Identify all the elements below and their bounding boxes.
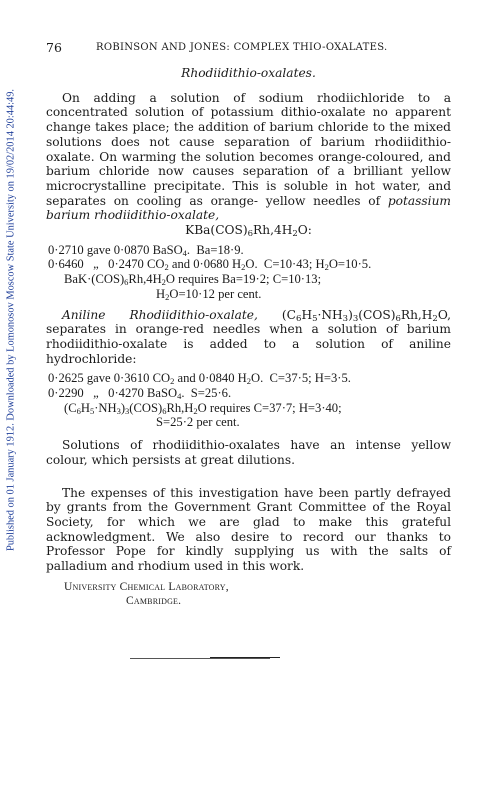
analysis-line-3: 0·2625 gave 0·3610 $CO_2$ and 0·0840 $H_2O$. C=37·5; H=3·5. (48, 371, 351, 387)
page-header (46, 40, 451, 58)
requires-line-1: $BaK\cdot(COS)_6Rh,4H_2O$ requires Ba=19·2; C=10·13; (64, 272, 322, 288)
paper-page (46, 40, 451, 608)
affiliation-line-1: University Chemical Laboratory, (64, 580, 229, 593)
download-watermark-text: Published on 01 January 1912. Downloaded by Lomonosov Moscow State University on 19/02/2014 20:44:49. (5, 88, 17, 552)
section-title: Rhodiidithio-oxalates. (181, 66, 316, 80)
paragraph-1-text: On adding a solution of sodium rhodiichloride to a concentrated solution of potassium dithio-oxalate no apparent change takes place; the addition of barium chloride to the mixed solutions does not cause separation of barium rhodiidithio-oxalate. On warming the solution becomes orange-coloured, and barium chloride now causes separation of a brilliant yellow microcrystalline precipitate. This is soluble in hot water, and separates on cooling as orange- (46, 90, 451, 208)
compound-name: potassium barium rhodiidithio-oxalate, (46, 193, 451, 223)
end-rule-heavy (210, 657, 280, 658)
download-watermark (4, 40, 18, 600)
paragraph-1-end: yellow needles of (265, 193, 388, 208)
running-title: ROBINSON AND JONES: COMPLEX THIO-OXALATES. (96, 42, 388, 53)
aniline-compound-name: Aniline Rhodiidithio-oxalate, (62, 307, 258, 322)
analysis-line-1: 0·2710 gave 0·0870 BaSO$_4$. Ba=18·9. (48, 242, 244, 258)
analysis-line-4: 0·2290 „ 0·4270 BaSO$_4$. S=25·6. (48, 386, 232, 402)
analysis-line-2: 0·6460 „ 0·2470 $CO_2$ and 0·0680 $H_2O$. C=10·43; $H_2O=10\cdot 5$. (48, 257, 372, 273)
requires-line-3: $(C_6H_5\cdot NH_3)_3(COS)_6Rh,H_2O$ requires C=37·7; H=3·40; (64, 400, 342, 416)
page-number: 76 (46, 40, 62, 55)
paragraph-3: Solutions of rhodiidithio-oxalates have an intense yellow colour, which persists at great dilutions. (46, 438, 451, 467)
end-rule (130, 658, 270, 659)
formula-kba: $KBa(COS)_6Rh,4H_2O$: (185, 223, 312, 240)
paragraph-2: Aniline Rhodiidithio-oxalate, $(C_6H_5\cdot NH_3)_3(COS)_6Rh,H_2O$, separates in orange-red needles when a solution of barium rhodiidithio-oxalate is added to a solution of aniline hydrochloride: (46, 307, 451, 366)
paragraph-1 (46, 91, 451, 223)
affiliation-line-2: Cambridge. (126, 594, 182, 607)
requires-line-4: S=25·2 per cent. (156, 415, 240, 430)
requires-line-2: $H_2O=10\cdot 12$ per cent. (156, 286, 262, 302)
acknowledgement-paragraph: The expenses of this investigation have been partly defrayed by grants from the Government Grant Committee of the Royal Society, for which we are glad to make this grateful acknowledgment. We also desire to record our thanks to Professor Pope for kindly supplying us with the salts of palladium and rhodium used in this work. (46, 485, 451, 574)
